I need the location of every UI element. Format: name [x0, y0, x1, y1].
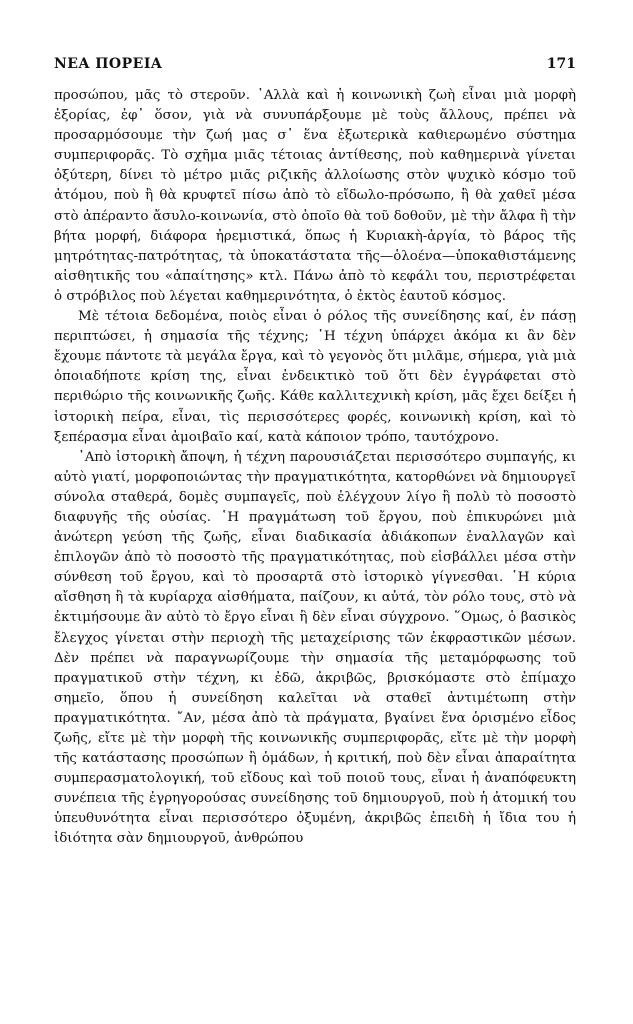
document-page [54, 56, 576, 850]
paragraph-1: προσώπου, μᾶς τὸ στεροῦν. ᾿Αλλὰ καὶ ἡ κοινωνικὴ ζωὴ εἶναι μιὰ μορφὴ ἐξορίας, ἐφ᾿ ὅσον, γιὰ νὰ συνυπάρξουμε μὲ τοὺς ἄλλους, πρέπει νὰ προσαρμόσουμε τὴν ζωή μας σ᾿ ἕνα ἐξωτερικὰ καθιερωμένο σύστημα συμπεριφορᾶς. Τὸ σχῆμα μιᾶς τέτοιας ἀντίθεσης, ποὺ καθημερινὰ γίνεται ὀξύτερη, δίνει τὸ μέτρο μιᾶς ριζικῆς ἀλλοίωσης στὸν ψυχικὸ κόσμο τοῦ ἀτόμου, ποὺ ἢ θὰ κρυφτεῖ πίσω ἀπὸ τὸ εἴδωλο-πρόσωπο, ἢ θὰ χαθεῖ μέσα στὸ ἀπέραντο ἄσυλο-κοινωνία, στὸ ὁποῖο θὰ τοῦ δοθοῦν, μὲ τὴν ἄλφα ἢ τὴν βήτα μορφή, διάφορα ἠρεμιστικά, ὅπως ἡ Κυριακὴ-ἀργία, τὸ βάρος τῆς μητρότητας-πατρότητας, τὰ ὑποκατάστατα τῆς—ὁλοένα—ὑποκαθιστάμενης αἰσθητικῆς του «ἀπαίτησης» κτλ. Πάνω ἀπὸ τὸ κεφάλι του, περιστρέφεται ὁ στρόβιλος ποὺ λέγεται καθημερινότητα, ὁ ἐκτὸς ἑαυτοῦ κόσμος. [54, 88, 576, 304]
running-head: ΝΕΑ ΠΟΡΕΙΑ [54, 56, 163, 72]
paragraph-3: ᾿Απὸ ἱστορικὴ ἄποψη, ἡ τέχνη παρουσιάζεται περισσότερο συμπαγής, κι αὐτὸ γιατί, μορφοποιώντας τὴν πραγματικότητα, κατορθώνει νὰ δημιουργεῖ σύνολα σταθερά, δομὲς συμπαγεῖς, ποὺ ἐλέγχουν λίγο ἢ πολὺ τὸ ποσοστὸ διαφυγῆς τῆς οὐσίας. ῾Η πραγμάτωση τοῦ ἔργου, ποὺ ἐπικυρώνει μιὰ ἀνώτερη γεύση τῆς ζωῆς, εἶναι διαδικασία ἀδιάκοπων ἐναλλαγῶν καὶ ἐπιλογῶν ἀπὸ τὸ ποσοστὸ τῆς πραγματικότητας, ποὺ εἰσβάλλει μέσα στὴν σύνθεση τοῦ ἔργου, καὶ τὸ προσαρτᾶ στὸ ἱστορικὸ γίγνεσθαι. ῾Η κύρια αἴσθηση ἢ τὰ κυρίαρχα αἰσθήματα, παίζουν, κι αὐτά, τὸν ρόλο τους, στὸ νὰ ἐκτιμήσουμε ἂν αὐτὸ τὸ ἔργο εἶναι ἢ δὲν εἶναι σύγχρονο. ῞Ομως, ὁ βασικὸς ἔλεγχος γίνεται στὴν περιοχὴ τῆς μεταχείρισης τῶν ἐκφραστικῶν μέσων. Δὲν πρέπει νὰ παραγνωρίζουμε τὴν σημασία τῆς μεταμόρφωσης τοῦ πραγματικοῦ στὴν τέχνη, κι ἐδῶ, ἀκριβῶς, βρισκόμαστε στὸ ἐπίμαχο σημεῖο, ὅπου ἡ συνείδηση καλεῖται νὰ σταθεῖ ἀντιμέτωπη στὴν πραγματικότητα. ῎Αν, μέσα ἀπὸ τὰ πράγματα, βγαίνει ἕνα ὁρισμένο εἶδος ζωῆς, εἴτε μὲ τὴν μορφὴ τῆς κοινωνικῆς συμπεριφορᾶς, εἴτε μὲ τὴν μορφὴ τῆς κατάστασης προσώπων ἢ ὁμάδων, ἡ κριτική, ποὺ δὲν εἶναι ἀπαραίτητα συμπερασματολογική, τοῦ εἴδους καὶ τοῦ ποιοῦ τους, εἶναι ἡ ἀναπόφευκτη συνέπεια τῆς ἐγρηγορούσας συνείδησης τοῦ δημιουργοῦ, ποὺ ἡ ἀτομική του ὑπευθυνότητα εἶναι περισσότερο ὀξυμένη, ἀκριβῶς ἐπειδὴ ἡ ἴδια του ἡ ἰδιότητα σὰν δημιουργοῦ, ἀνθρώπου [54, 449, 576, 847]
page-header [54, 56, 576, 72]
paragraph-2: Μὲ τέτοια δεδομένα, ποιὸς εἶναι ὁ ρόλος τῆς συνείδησης καί, ἐν πάσῃ περιπτώσει, ἡ σημασία τῆς τέχνης; ῾Η τέχνη ὑπάρχει ἀκόμα κι ἂν δὲν ἔχουμε πάντοτε τὰ μεγάλα ἔργα, καὶ τὸ γεγονὸς ὅτι μιλᾶμε, σήμερα, γιὰ μιὰ ὁποιαδήποτε κρίση της, εἶναι ἐνδεικτικὸ τοῦ ὅτι δὲν ἐγγράφεται στὸ περιθώριο τῆς κοινωνικῆς ζωῆς. Κάθε καλλιτεχνικὴ κρίση, μᾶς ἔχει δείξει ἡ ἱστορικὴ πείρα, εἶναι, τὶς περισσότερες φορές, κοινωνικὴ κρίση, καὶ τὸ ξεπέρασμα εἶναι ἀμοιβαῖο καί, κατὰ κάποιον τρόπο, ταυτόχρονο. [54, 309, 576, 445]
page-number: 171 [546, 56, 576, 72]
body-text [54, 86, 576, 850]
